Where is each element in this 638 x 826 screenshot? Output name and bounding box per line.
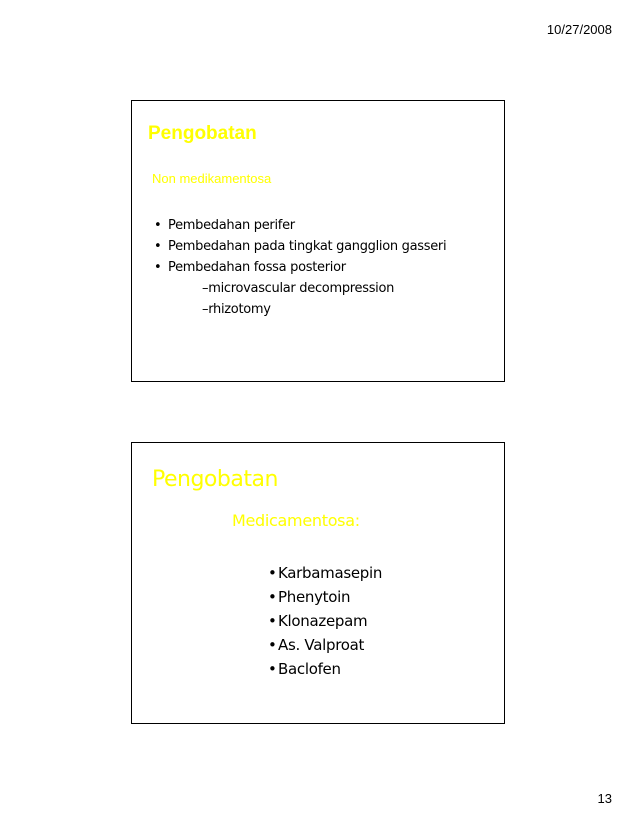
- list-item: [268, 657, 382, 681]
- bullet-icon: •: [268, 588, 277, 606]
- bullet-icon: •: [268, 564, 277, 582]
- list-item: [268, 585, 382, 609]
- slide-non-medikamentosa: [131, 100, 505, 382]
- list-item-text: Pembedahan pada tingkat gangglion gasseri: [168, 239, 447, 254]
- slide-subtitle: Non medikamentosa: [152, 171, 272, 186]
- bullet-icon: •: [268, 636, 277, 654]
- slide-title: Pengobatan: [152, 467, 278, 492]
- bullet-icon: •: [268, 612, 277, 630]
- sub-list-item: –rhizotomy: [202, 302, 271, 317]
- drug-list: [268, 561, 382, 681]
- bullet-list: [154, 215, 446, 278]
- list-item: [268, 609, 382, 633]
- list-item-text: Baclofen: [278, 660, 341, 678]
- list-item-text: Pembedahan fossa posterior: [168, 260, 346, 275]
- slide-medicamentosa: [131, 442, 505, 724]
- slide-subtitle: Medicamentosa:: [232, 511, 360, 530]
- list-item: [154, 257, 446, 278]
- list-item-text: Phenytoin: [278, 588, 351, 606]
- page-date: 10/27/2008: [546, 22, 612, 37]
- list-item: [154, 215, 446, 236]
- slide-title: Pengobatan: [148, 123, 257, 144]
- bullet-icon: •: [154, 260, 162, 275]
- list-item-text: Pembedahan perifer: [168, 218, 295, 233]
- list-item-text: Karbamasepin: [278, 564, 383, 582]
- bullet-icon: •: [268, 660, 277, 678]
- list-item-text: Klonazepam: [278, 612, 368, 630]
- list-item-text: As. Valproat: [278, 636, 365, 654]
- sub-bullet-list: [202, 278, 394, 320]
- page-number: 13: [597, 791, 612, 806]
- list-item: [154, 236, 446, 257]
- list-item: [268, 561, 382, 585]
- bullet-icon: •: [154, 218, 162, 233]
- sub-list-item: –microvascular decompression: [202, 281, 395, 296]
- bullet-icon: •: [154, 239, 162, 254]
- list-item: [268, 633, 382, 657]
